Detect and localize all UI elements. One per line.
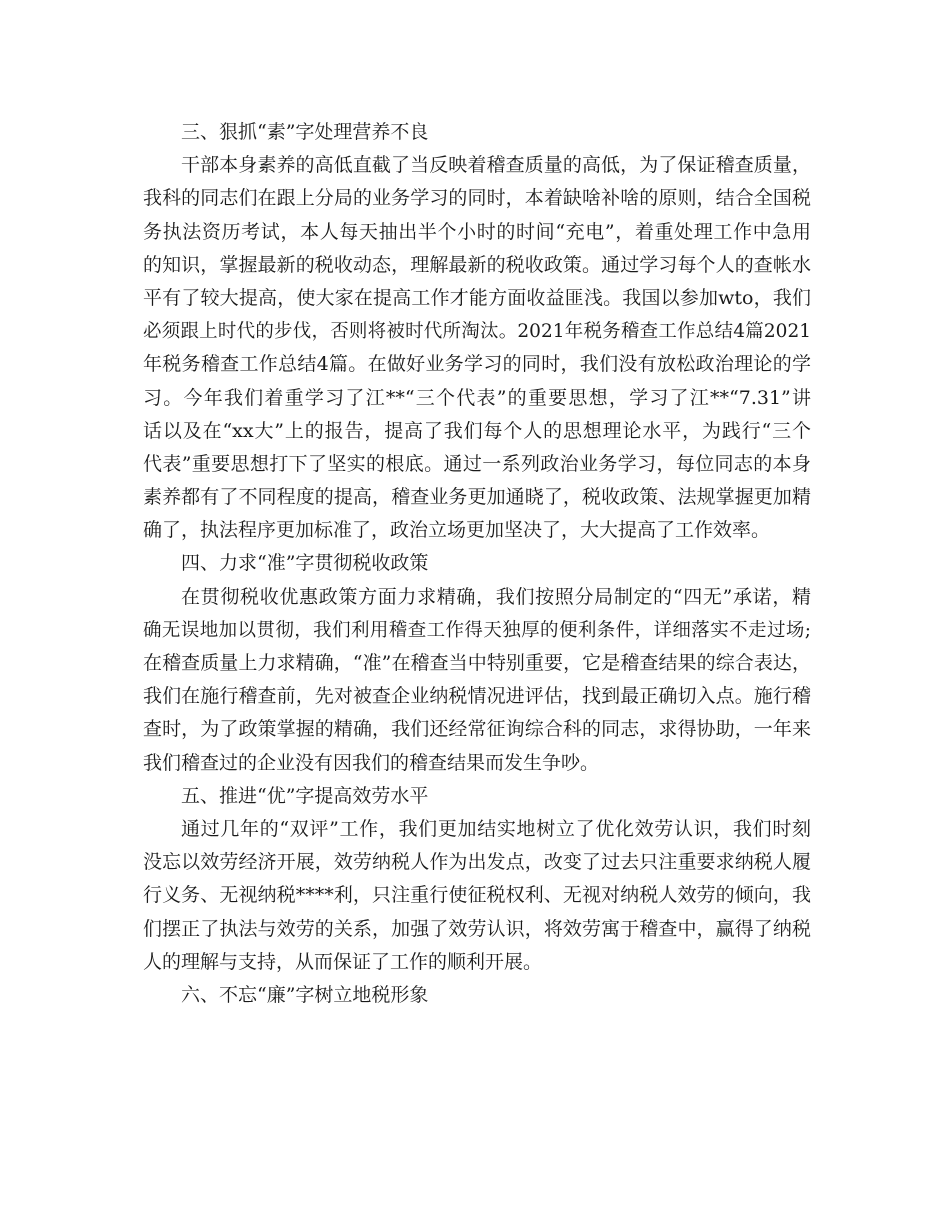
section-heading: 五、推进“优”字提高效劳水平 <box>181 784 429 807</box>
paragraph-line: 务执法资历考试，本人每天抽出半个小时的时间“充电”，着重处理工作中急用 <box>143 220 811 243</box>
paragraph-line: 的知识，掌握最新的税收动态，理解最新的税收政策。通过学习每个人的查帐水 <box>143 253 811 276</box>
section-heading: 三、狠抓“素”字处理营养不良 <box>181 121 429 143</box>
section-heading: 四、力求“准”字贯彻税收政策 <box>181 552 429 575</box>
paragraph-line: 通过几年的“双评”工作，我们更加结实地树立了优化效劳认识，我们时刻 <box>181 817 811 840</box>
paragraph-line: 们摆正了执法与效劳的关系，加强了效劳认识，将效劳寓于稽查中，赢得了纳税 <box>143 917 811 940</box>
paragraph-line: 我们在施行稽查前，先对被查企业纳税情况进评估，找到最正确切入点。施行稽 <box>143 685 811 708</box>
paragraph-line: 我们稽查过的企业没有因我们的稽查结果而发生争吵。 <box>143 751 600 774</box>
paragraph-line: 确了，执法程序更加标准了，政治立场更加坚决了，大大提高了工作效率。 <box>143 519 771 542</box>
paragraph-line: 必须跟上时代的步伐，否则将被时代所淘汰。2021年税务稽查工作总结4篇2021 <box>143 321 811 343</box>
paragraph-line: 行义务、无视纳税****利，只注重行使征税权利、无视对纳税人效劳的倾向，我 <box>143 884 811 907</box>
paragraph-line: 平有了较大提高，使大家在提高工作才能方面收益匪浅。我国以参加wto，我们 <box>143 286 811 309</box>
paragraph-line: 在贯彻税收优惠政策方面力求精确，我们按照分局制定的“四无”承诺，精 <box>181 585 811 608</box>
paragraph-line: 我科的同志们在跟上分局的业务学习的同时，本着缺啥补啥的原则，结合全国税 <box>143 187 811 210</box>
paragraph-line: 话以及在“xx大”上的报告，提高了我们每个人的思想理论水平，为践行“三个 <box>143 419 811 442</box>
paragraph-line: 年税务稽查工作总结4篇。在做好业务学习的同时，我们没有放松政治理论的学 <box>143 353 811 376</box>
paragraph-line: 代表”重要思想打下了坚实的根底。通过一系列政治业务学习，每位同志的本身 <box>143 452 811 475</box>
paragraph-line: 习。今年我们着重学习了江**“三个代表”的重要思想，学习了江**“7.31”讲 <box>143 386 811 409</box>
paragraph-line: 没忘以效劳经济开展，效劳纳税人作为出发点，改变了过去只注重要求纳税人履 <box>143 851 811 874</box>
paragraph-line: 素养都有了不同程度的提高，稽查业务更加通晓了，税收政策、法规掌握更加精 <box>143 486 811 509</box>
document-body <box>143 116 811 1012</box>
paragraph-line: 干部本身素养的高低直截了当反映着稽查质量的高低，为了保证稽查质量， <box>181 154 811 177</box>
paragraph-line: 查时，为了政策掌握的精确，我们还经常征询综合科的同志，求得协助，一年来 <box>143 718 811 741</box>
paragraph-line: 确无误地加以贯彻，我们利用稽查工作得天独厚的便利条件，详细落实不走过场; <box>143 619 811 641</box>
paragraph-line: 人的理解与支持，从而保证了工作的顺利开展。 <box>143 950 543 973</box>
section-heading: 六、不忘“廉”字树立地税形象 <box>181 983 429 1006</box>
paragraph-line: 在稽查质量上力求精确，“准”在稽查当中特别重要，它是稽查结果的综合表达， <box>143 652 811 674</box>
